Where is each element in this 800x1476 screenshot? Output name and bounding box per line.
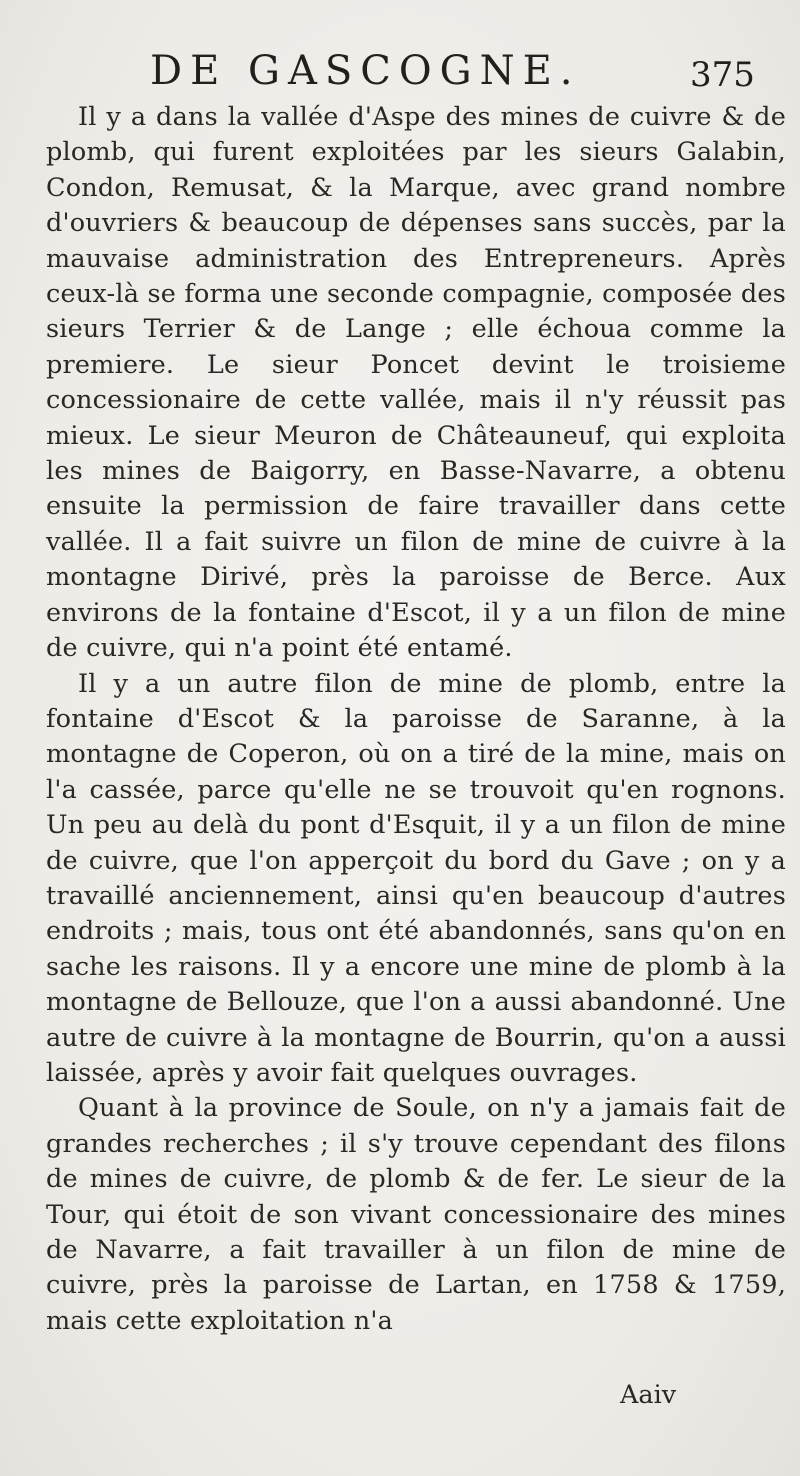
body-text [46, 100, 786, 1339]
signature-mark: Aaiv [620, 1380, 677, 1410]
page-number: 375 [690, 55, 755, 95]
paragraph-lead-mine: Il y a un autre filon de mine de plomb, entre la fontaine d'Escot & la paroisse de Saranne, à la montagne de Coperon, où on a tiré de la mine, mais on l'a cassée, parce qu'elle ne se trouvoit qu'en rognons. Un peu au delà du pont d'Esquit, il y a un filon de mine de cuivre, que l'on apperçoit du bord du Gave ; on y a travaillé anciennement, ainsi qu'en beaucoup d'autres endroits ; mais, tous ont été abandonnés, sans qu'on en sache les raisons. Il y a encore une mine de plomb à la montagne de Bellouze, que l'on a aussi abandonné. Une autre de cuivre à la montagne de Bourrin, qu'on a aussi laissée, après y avoir fait quelques ouvrages. [46, 668, 786, 1088]
page-header [150, 44, 755, 98]
paragraph-aspe-mines: Il y a dans la vallée d'Aspe des mines de cuivre & de plomb, qui furent exploitées par les sieurs Galabin, Condon, Remusat, & la Marque, avec grand nombre d'ouvriers & beaucoup de dépenses sans succès, par la mauvaise administration des Entrepreneurs. Après ceux-là se forma une seconde compagnie, composée des sieurs Terrier & de Lange ; elle échoua comme la premiere. Le sieur Poncet devint le troisieme concessionaire de cette vallée, mais il n'y réussit pas mieux. Le sieur Meuron de Châteauneuf, qui exploita les mines de Baigorry, en Basse-Navarre, a obtenu ensuite la permission de faire travailler dans cette vallée. Il a fait suivre un filon de mine de cuivre à la montagne Dirivé, près la paroisse de Berce. Aux environs de la fontaine d'Escot, il y a un filon de mine de cuivre, qui n'a point été entamé. [46, 102, 786, 664]
paragraph-soule: Quant à la province de Soule, on n'y a jamais fait de grandes recherches ; il s'y trouve cependant des filons de mines de cuivre, de plomb & de fer. Le sieur de la Tour, qui étoit de son vivant concessionaire des mines de Navarre, a fait travailler à un filon de mine de cuivre, près la paroisse de Lartan, en 1758 & 1759, mais cette exploitation n'a [46, 1093, 786, 1336]
running-head: DE GASCOGNE. [150, 48, 581, 94]
